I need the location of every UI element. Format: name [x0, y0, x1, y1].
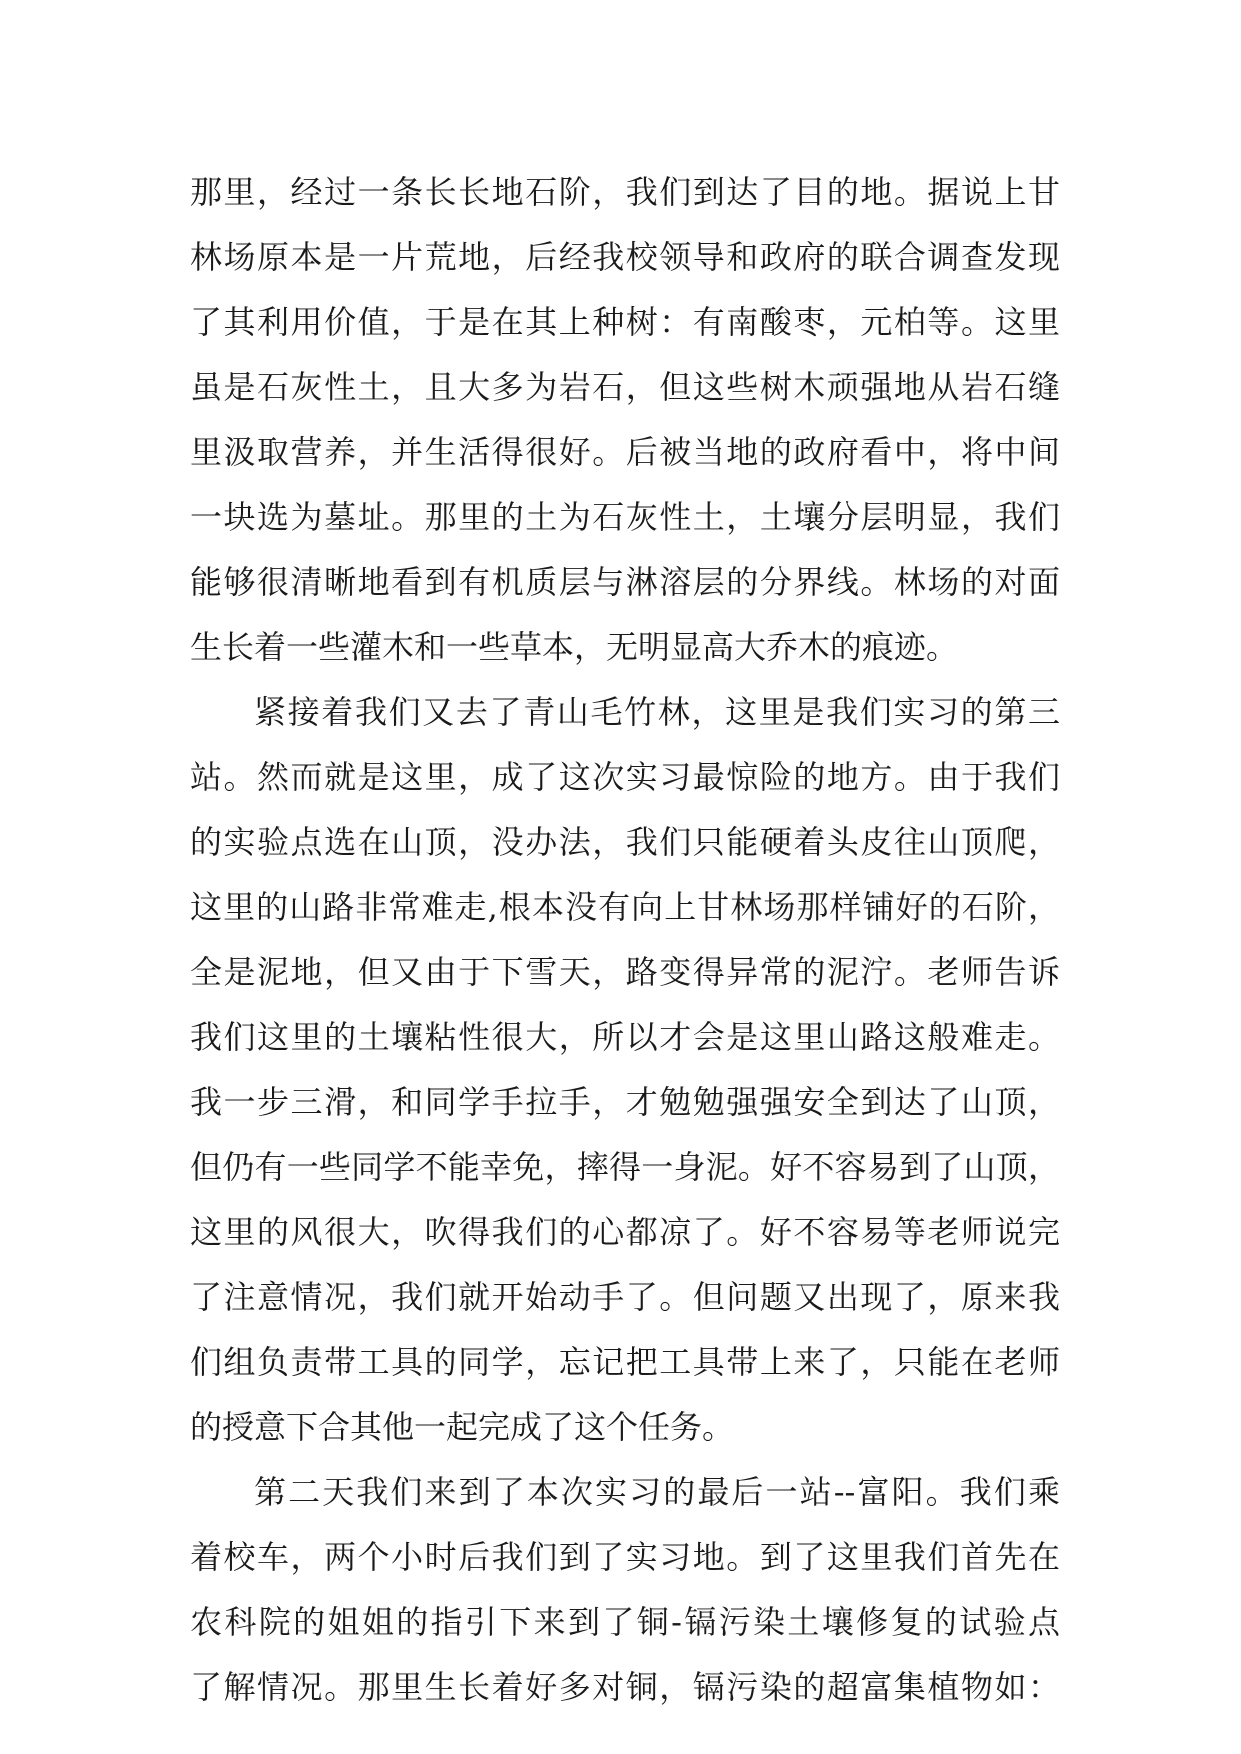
text-line: 虽是石灰性土，且大多为岩石，但这些树木顽强地从岩石缝 [190, 368, 1060, 406]
paragraph-3 [190, 1465, 1060, 1725]
text-line: 那里，经过一条长长地石阶，我们到达了目的地。据说上甘 [190, 173, 1060, 211]
text-line: 里汲取营养，并生活得很好。后被当地的政府看中，将中间 [190, 433, 1060, 471]
text-line: 林场原本是一片荒地，后经我校领导和政府的联合调查发现 [190, 238, 1060, 276]
text-line: 全是泥地，但又由于下雪天，路变得异常的泥泞。老师告诉 [190, 953, 1060, 991]
text-line: 们组负责带工具的同学，忘记把工具带上来了，只能在老师 [190, 1343, 1060, 1381]
text-line: 第二天我们来到了本次实习的最后一站--富阳。我们乘 [254, 1473, 1060, 1511]
text-line: 我一步三滑，和同学手拉手，才勉勉强强安全到达了山顶， [190, 1083, 1060, 1121]
text-line: 这里的风很大，吹得我们的心都凉了。好不容易等老师说完 [190, 1213, 1060, 1251]
body-text [190, 165, 1060, 1725]
text-line: 但仍有一些同学不能幸免，摔得一身泥。好不容易到了山顶， [190, 1148, 1060, 1186]
text-line: 一块选为墓址。那里的土为石灰性土，土壤分层明显，我们 [190, 498, 1060, 536]
text-line: 了解情况。那里生长着好多对铜，镉污染的超富集植物如： [190, 1668, 1060, 1706]
text-line: 我们这里的土壤粘性很大，所以才会是这里山路这般难走。 [190, 1018, 1060, 1056]
text-line: 紧接着我们又去了青山毛竹林，这里是我们实习的第三 [254, 693, 1060, 731]
text-line: 农科院的姐姐的指引下来到了铜-镉污染土壤修复的试验点 [190, 1603, 1060, 1641]
paragraph-2 [190, 685, 1060, 1465]
text-line: 了其利用价值，于是在其上种树：有南酸枣，元柏等。这里 [190, 303, 1060, 341]
text-line: 的实验点选在山顶，没办法，我们只能硬着头皮往山顶爬， [190, 823, 1060, 861]
text-line: 能够很清晰地看到有机质层与淋溶层的分界线。林场的对面 [190, 563, 1060, 601]
text-line: 这里的山路非常难走,根本没有向上甘林场那样铺好的石阶， [190, 888, 1060, 926]
text-line: 了注意情况，我们就开始动手了。但问题又出现了，原来我 [190, 1278, 1060, 1316]
paragraph-1 [190, 165, 1060, 685]
text-line: 站。然而就是这里，成了这次实习最惊险的地方。由于我们 [190, 758, 1060, 796]
text-line: 着校车，两个小时后我们到了实习地。到了这里我们首先在 [190, 1538, 1060, 1576]
text-line: 生长着一些灌木和一些草本，无明显高大乔木的痕迹。 [190, 628, 959, 666]
text-line: 的授意下合其他一起完成了这个任务。 [190, 1408, 735, 1446]
